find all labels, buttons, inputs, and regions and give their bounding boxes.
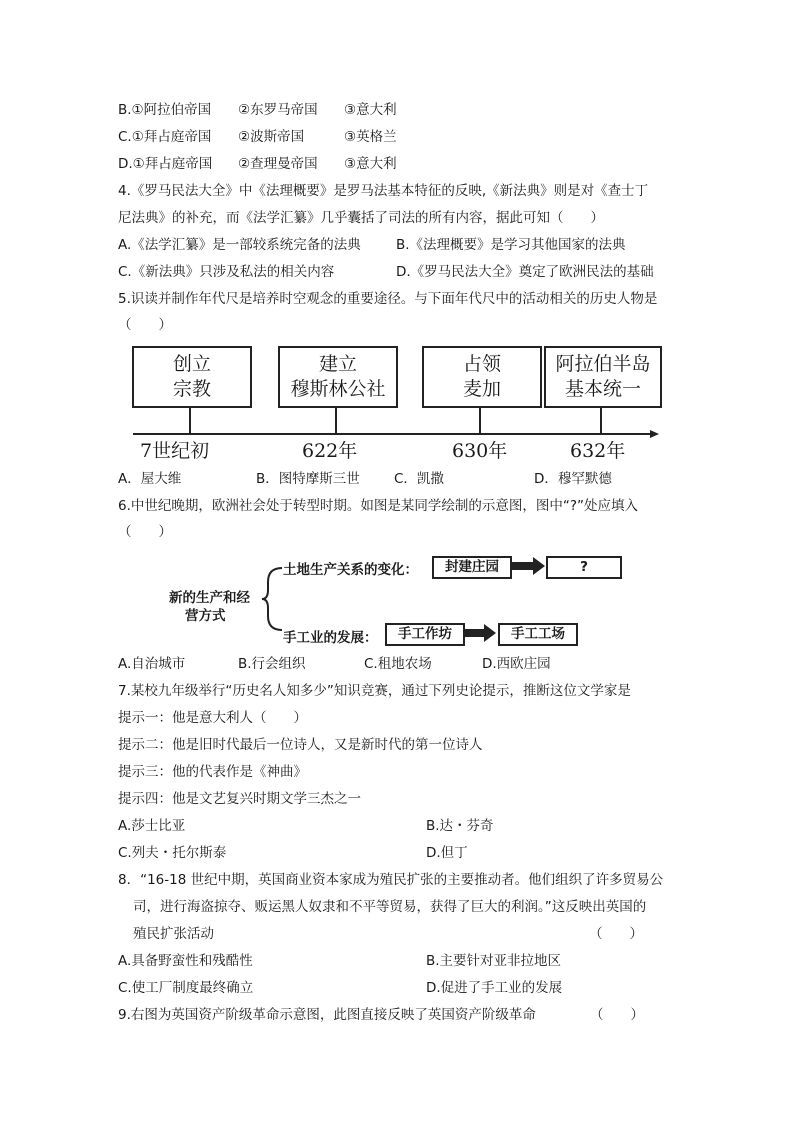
timeline-date: 632年 bbox=[570, 440, 626, 462]
q8-stem-line2: 司，进行海盗掠夺、贩运黑人奴隶和不平等贸易，获得了巨大的利润。”这反映出英国的 bbox=[133, 899, 647, 915]
q5-stem-line1: 5.识读并制作年代尺是培养时空观念的重要途径。与下面年代尺中的活动相关的历史人物是 bbox=[118, 291, 658, 307]
diagram-root-line2: 营方式 bbox=[185, 608, 226, 624]
q7-hint-4: 提示四：他是文艺复兴时期文学三杰之一 bbox=[118, 791, 361, 807]
q8-answer-paren: （ ） bbox=[589, 926, 643, 942]
box-question-mark: ? bbox=[546, 556, 622, 579]
arrow-head-icon bbox=[533, 557, 545, 575]
q4-option-b: B.《法理概要》是学习其他国家的法典 bbox=[396, 237, 626, 253]
timeline-stem bbox=[479, 406, 481, 434]
box-feudal-manor: 封建庄园 bbox=[432, 556, 512, 579]
q5-option-b: B．图特摩斯三世 bbox=[256, 471, 360, 487]
q5-option-a: A．屋大维 bbox=[118, 471, 182, 487]
q8-option-c: C.使工厂制度最终确立 bbox=[118, 980, 254, 996]
timeline-date: 7世纪初 bbox=[140, 440, 210, 462]
q7-hint-2: 提示二：他是旧时代最后一位诗人，又是新时代的第一位诗人 bbox=[118, 737, 483, 753]
q7-option-d: D.但丁 bbox=[426, 845, 468, 861]
q6-option-c: C.租地农场 bbox=[364, 656, 432, 672]
q6-stem-line1: 6.中世纪晚期，欧洲社会处于转型时期。如图是某同学绘制的示意图，图中“?”处应填入 bbox=[118, 498, 639, 514]
q4-option-a: A.《法学汇纂》是一部较系统完备的法典 bbox=[118, 237, 361, 253]
timeline-box-3: 占领 麦加 bbox=[422, 346, 542, 408]
diagram-root-line1: 新的生产和经 bbox=[169, 590, 250, 606]
q4-stem-line2: 尼法典》的补充，而《法学汇纂》几乎囊括了司法的所有内容，据此可知（ ） bbox=[118, 210, 604, 226]
timeline-box-1: 创立 宗教 bbox=[132, 346, 252, 408]
branch-land-relations: 土地生产关系的变化： bbox=[283, 562, 418, 578]
timeline-date: 622年 bbox=[302, 440, 358, 462]
q7-hint-3: 提示三：他的代表作是《神曲》 bbox=[118, 764, 307, 780]
q6-option-d: D.西欧庄园 bbox=[482, 656, 551, 672]
timeline-date: 630年 bbox=[452, 440, 508, 462]
timeline-stem bbox=[189, 406, 191, 434]
box-workshop: 手工作坊 bbox=[385, 623, 465, 646]
q6-option-a: A.自治城市 bbox=[118, 656, 186, 672]
q4-option-d: D.《罗马民法大全》奠定了欧洲民法的基础 bbox=[396, 264, 654, 280]
q4-option-c: C.《新法典》只涉及私法的相关内容 bbox=[118, 264, 335, 280]
q7-hint-1: 提示一：他是意大利人（ ） bbox=[118, 710, 307, 726]
q5-stem-line2: （ ） bbox=[118, 317, 172, 333]
arrow-icon bbox=[465, 629, 485, 637]
box-manufactory: 手工工场 bbox=[498, 623, 578, 646]
q7-option-b: B.达・芬奇 bbox=[426, 818, 494, 834]
timeline-axis bbox=[133, 433, 651, 435]
timeline-arrow-icon bbox=[650, 430, 659, 438]
q8-option-d: D.促进了手工业的发展 bbox=[426, 980, 563, 996]
timeline-stem bbox=[335, 406, 337, 434]
q9-answer-paren: （ ） bbox=[590, 1007, 644, 1023]
q6-stem-line2: （ ） bbox=[118, 524, 172, 540]
q6-option-b: B.行会组织 bbox=[238, 656, 306, 672]
timeline-box-4: 阿拉伯半岛 基本统一 bbox=[544, 346, 662, 408]
q8-stem-line1: 8．“16-18 世纪中期，英国商业资本家成为殖民扩张的主要推动者。他们组织了许多贸易公 bbox=[118, 872, 664, 888]
q7-stem: 7.某校九年级举行“历史名人知多少”知识竞赛，通过下列史论提示，推断这位文学家是 bbox=[118, 683, 631, 699]
q5-option-c: C．凯撒 bbox=[394, 471, 444, 487]
arrow-icon bbox=[512, 562, 534, 570]
branch-handicraft: 手工业的发展： bbox=[283, 630, 378, 646]
timeline-stem bbox=[600, 406, 602, 434]
q8-option-a: A.具备野蛮性和残酷性 bbox=[118, 953, 253, 969]
q8-option-b: B.主要针对亚非拉地区 bbox=[426, 953, 562, 969]
q7-option-c: C.列夫・托尔斯泰 bbox=[118, 845, 227, 861]
q4-stem-line1: 4.《罗马民法大全》中《法理概要》是罗马法基本特征的反映,《新法典》则是对《查士丁 bbox=[118, 183, 649, 199]
timeline-box-2: 建立 穆斯林公社 bbox=[278, 346, 398, 408]
q7-option-a: A.莎士比亚 bbox=[118, 818, 186, 834]
arrow-head-icon bbox=[484, 624, 496, 642]
q5-option-d: D．穆罕默德 bbox=[534, 471, 612, 487]
